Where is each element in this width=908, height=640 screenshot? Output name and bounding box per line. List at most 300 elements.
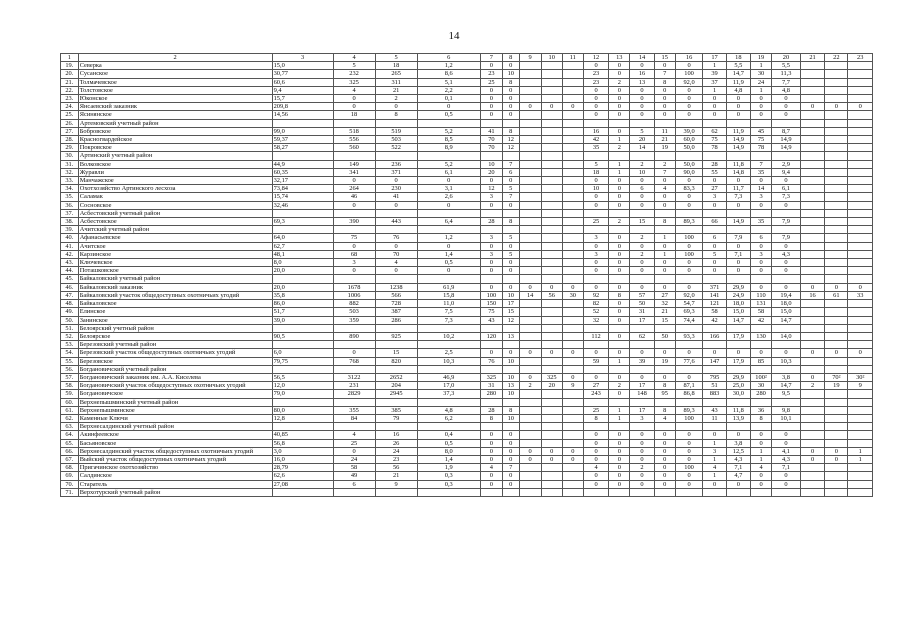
value-cell: 75 <box>703 136 726 144</box>
value-cell: 2,9 <box>772 160 801 168</box>
table-row <box>61 275 873 283</box>
value-cell: 87,1 <box>675 382 703 390</box>
value-cell: 0 <box>583 480 608 488</box>
value-cell: 30,77 <box>272 70 333 78</box>
value-cell: 77,6 <box>675 357 703 365</box>
value-cell: 4 <box>703 464 726 472</box>
table-row <box>61 341 873 349</box>
value-cell: 10,1 <box>772 414 801 422</box>
value-cell <box>800 414 824 422</box>
value-cell <box>519 414 541 422</box>
value-cell: 30,0 <box>726 390 750 398</box>
value-cell: 2652 <box>375 373 417 381</box>
value-cell: 0 <box>675 86 703 94</box>
value-cell: 11 <box>654 127 675 135</box>
table-row <box>61 431 873 439</box>
value-cell: 0 <box>675 480 703 488</box>
value-cell: 0 <box>502 431 519 439</box>
value-cell: 325 <box>480 373 502 381</box>
row-number-cell: 65. <box>61 439 79 447</box>
value-cell <box>726 152 750 160</box>
value-cell <box>825 70 848 78</box>
table-row <box>61 136 873 144</box>
value-cell: 0 <box>375 103 417 111</box>
value-cell <box>609 275 630 283</box>
value-cell: 7,1 <box>772 464 801 472</box>
value-cell <box>562 423 583 431</box>
value-cell <box>751 324 772 332</box>
value-cell <box>519 259 541 267</box>
value-cell: 6 <box>333 480 375 488</box>
value-cell: 0,3 <box>417 472 480 480</box>
area-name-cell: Салдинское <box>78 472 272 480</box>
value-cell: 0 <box>703 267 726 275</box>
value-cell: 3 <box>703 447 726 455</box>
table-row <box>61 78 873 86</box>
value-cell: 11,8 <box>726 160 750 168</box>
value-cell <box>519 431 541 439</box>
value-cell: 7,3 <box>726 193 750 201</box>
value-cell: 795 <box>703 373 726 381</box>
value-cell <box>675 209 703 217</box>
value-cell <box>630 226 654 234</box>
value-cell: 3 <box>583 250 608 258</box>
value-cell: 0 <box>751 242 772 250</box>
column-number: 16 <box>675 54 703 62</box>
value-cell <box>609 398 630 406</box>
value-cell <box>848 111 873 119</box>
value-cell <box>562 365 583 373</box>
value-cell <box>772 119 801 127</box>
value-cell: 0 <box>654 86 675 94</box>
value-cell: 236 <box>375 160 417 168</box>
value-cell <box>609 341 630 349</box>
row-number-cell: 61. <box>61 406 79 414</box>
value-cell: 385 <box>375 406 417 414</box>
value-cell: 1 <box>751 455 772 463</box>
value-cell: 43 <box>703 406 726 414</box>
value-cell: 6,0 <box>272 349 333 357</box>
value-cell: 56,5 <box>272 373 333 381</box>
value-cell: 4,3 <box>772 455 801 463</box>
value-cell: 209,8 <box>272 103 333 111</box>
value-cell <box>502 324 519 332</box>
value-cell: 0 <box>772 95 801 103</box>
value-cell <box>272 488 333 496</box>
value-cell: 0 <box>609 332 630 340</box>
value-cell <box>703 341 726 349</box>
table-row <box>61 414 873 422</box>
table-row <box>61 324 873 332</box>
value-cell: 0 <box>630 201 654 209</box>
value-cell: 0,1 <box>417 95 480 103</box>
row-number-cell: 63. <box>61 423 79 431</box>
value-cell: 12 <box>502 136 519 144</box>
value-cell <box>519 86 541 94</box>
value-cell <box>848 152 873 160</box>
value-cell <box>654 209 675 217</box>
value-cell: 925 <box>375 332 417 340</box>
value-cell: 0 <box>417 267 480 275</box>
value-cell: 17 <box>630 316 654 324</box>
value-cell <box>541 464 562 472</box>
value-cell: 17 <box>630 406 654 414</box>
column-number: 20 <box>772 54 801 62</box>
value-cell: 0 <box>502 103 519 111</box>
value-cell: 0 <box>502 480 519 488</box>
value-cell: 0 <box>630 95 654 103</box>
value-cell: 0 <box>630 431 654 439</box>
value-cell <box>800 341 824 349</box>
table-row <box>61 185 873 193</box>
value-cell: 10 <box>502 70 519 78</box>
value-cell: 0 <box>726 111 750 119</box>
value-cell <box>541 472 562 480</box>
value-cell <box>825 332 848 340</box>
value-cell: 31 <box>480 382 502 390</box>
value-cell: 6 <box>502 168 519 176</box>
value-cell: 8 <box>502 78 519 86</box>
value-cell <box>825 308 848 316</box>
value-cell <box>519 488 541 496</box>
value-cell <box>519 242 541 250</box>
value-cell: 5 <box>703 250 726 258</box>
value-cell <box>541 259 562 267</box>
value-cell: 5 <box>630 127 654 135</box>
value-cell: 728 <box>375 300 417 308</box>
value-cell: 0 <box>630 447 654 455</box>
value-cell <box>541 119 562 127</box>
value-cell: 0 <box>502 95 519 103</box>
value-cell: 0 <box>609 349 630 357</box>
value-cell: 0 <box>726 267 750 275</box>
value-cell <box>800 332 824 340</box>
value-cell: 17 <box>502 300 519 308</box>
value-cell <box>562 209 583 217</box>
value-cell: 70 <box>480 136 502 144</box>
value-cell <box>541 480 562 488</box>
value-cell: 7 <box>751 160 772 168</box>
value-cell: 12,5 <box>726 447 750 455</box>
value-cell: 3,8 <box>726 439 750 447</box>
value-cell: 92,0 <box>675 291 703 299</box>
value-cell: 0 <box>609 127 630 135</box>
value-cell <box>825 127 848 135</box>
value-cell: 54,7 <box>675 300 703 308</box>
value-cell: 61,9 <box>417 283 480 291</box>
value-cell: 7,3 <box>417 316 480 324</box>
value-cell: 556 <box>333 136 375 144</box>
value-cell <box>825 226 848 234</box>
table-row <box>61 86 873 94</box>
value-cell: 0 <box>675 283 703 291</box>
value-cell: 0 <box>609 111 630 119</box>
value-cell: 264 <box>333 185 375 193</box>
value-cell: 0 <box>800 373 824 381</box>
value-cell: 9 <box>562 382 583 390</box>
value-cell: 100 <box>675 464 703 472</box>
value-cell <box>800 234 824 242</box>
value-cell: 2,6 <box>417 193 480 201</box>
value-cell <box>848 250 873 258</box>
area-name-cell: Богдановичский участок общедоступных охотничьих угодий <box>78 382 272 390</box>
value-cell <box>800 168 824 176</box>
value-cell: 21 <box>375 86 417 94</box>
value-cell <box>333 488 375 496</box>
value-cell: 2 <box>630 250 654 258</box>
value-cell <box>825 357 848 365</box>
table-row <box>61 291 873 299</box>
value-cell <box>519 472 541 480</box>
value-cell: 0 <box>654 193 675 201</box>
value-cell <box>519 316 541 324</box>
value-cell: 4,7 <box>726 472 750 480</box>
value-cell: 1 <box>751 62 772 70</box>
area-name-cell: Асбестовское <box>78 218 272 226</box>
value-cell: 1006 <box>333 291 375 299</box>
row-number-cell: 44. <box>61 267 79 275</box>
value-cell: 0 <box>630 259 654 267</box>
value-cell: 75 <box>480 308 502 316</box>
value-cell: 4 <box>333 431 375 439</box>
value-cell: 58 <box>703 308 726 316</box>
value-cell: 0 <box>609 439 630 447</box>
value-cell: 42 <box>583 136 608 144</box>
area-name-cell: Белоярское <box>78 332 272 340</box>
value-cell: 75 <box>751 136 772 144</box>
value-cell: 14,9 <box>726 136 750 144</box>
value-cell <box>609 423 630 431</box>
value-cell <box>562 316 583 324</box>
area-name-cell: Артинский учетный район <box>78 152 272 160</box>
value-cell <box>654 324 675 332</box>
value-cell: 20,0 <box>272 267 333 275</box>
value-cell <box>675 119 703 127</box>
value-cell: 1 <box>751 447 772 455</box>
value-cell <box>562 464 583 472</box>
value-cell: 9,4 <box>272 86 333 94</box>
table-row <box>61 111 873 119</box>
value-cell: 1,9 <box>417 464 480 472</box>
value-cell: 30 <box>562 291 583 299</box>
value-cell <box>726 275 750 283</box>
value-cell <box>848 398 873 406</box>
value-cell: 0 <box>800 349 824 357</box>
value-cell: 0 <box>751 480 772 488</box>
row-number-cell: 55. <box>61 357 79 365</box>
value-cell: 17 <box>630 382 654 390</box>
value-cell <box>583 226 608 234</box>
area-name-cell: Афанасьевское <box>78 234 272 242</box>
value-cell: 82 <box>583 300 608 308</box>
area-name-cell: Верхотурский учетный район <box>78 488 272 496</box>
value-cell: 27 <box>583 382 608 390</box>
value-cell: 20,0 <box>272 283 333 291</box>
value-cell: 4,8 <box>772 86 801 94</box>
value-cell <box>654 423 675 431</box>
value-cell: 11,7 <box>726 185 750 193</box>
value-cell: 0 <box>333 349 375 357</box>
row-number-cell: 71. <box>61 488 79 496</box>
value-cell: 0 <box>654 431 675 439</box>
value-cell: 11,8 <box>726 406 750 414</box>
value-cell <box>825 414 848 422</box>
table-row <box>61 201 873 209</box>
value-cell: 1 <box>848 447 873 455</box>
value-cell: 0 <box>848 283 873 291</box>
value-cell <box>541 300 562 308</box>
value-cell: 0 <box>333 447 375 455</box>
value-cell <box>848 267 873 275</box>
column-number: 21 <box>800 54 824 62</box>
column-number-row <box>61 54 873 62</box>
value-cell: 0 <box>502 259 519 267</box>
value-cell <box>541 275 562 283</box>
value-cell <box>825 62 848 70</box>
area-name-cell: Елинское <box>78 308 272 316</box>
value-cell <box>825 234 848 242</box>
value-cell: 56 <box>375 464 417 472</box>
value-cell: 0 <box>703 259 726 267</box>
value-cell: 0 <box>675 447 703 455</box>
value-cell: 17,0 <box>417 382 480 390</box>
value-cell: 50,0 <box>675 144 703 152</box>
value-cell: 0 <box>703 242 726 250</box>
value-cell: 3 <box>480 250 502 258</box>
value-cell <box>703 324 726 332</box>
table-row <box>61 267 873 275</box>
value-cell <box>654 119 675 127</box>
value-cell <box>519 300 541 308</box>
value-cell: 130 <box>751 332 772 340</box>
value-cell: 14,9 <box>772 144 801 152</box>
value-cell: 12,8 <box>272 414 333 422</box>
value-cell <box>848 226 873 234</box>
value-cell: 36 <box>751 406 772 414</box>
value-cell: 13 <box>502 332 519 340</box>
value-cell <box>519 62 541 70</box>
row-number-cell: 41. <box>61 242 79 250</box>
area-name-cell: Поташковское <box>78 267 272 275</box>
value-cell: 43 <box>480 316 502 324</box>
value-cell: 0 <box>751 283 772 291</box>
row-number-cell: 69. <box>61 472 79 480</box>
value-cell: 0 <box>703 111 726 119</box>
row-number-cell: 46. <box>61 283 79 291</box>
value-cell: 0 <box>630 439 654 447</box>
value-cell: 112 <box>583 332 608 340</box>
value-cell <box>825 259 848 267</box>
value-cell <box>502 226 519 234</box>
value-cell <box>541 406 562 414</box>
value-cell <box>562 70 583 78</box>
area-name-cell: Байкаловское <box>78 300 272 308</box>
value-cell: 100 <box>480 291 502 299</box>
value-cell: 6 <box>751 234 772 242</box>
area-name-cell: Толмачевское <box>78 78 272 86</box>
value-cell <box>726 341 750 349</box>
value-cell: 371 <box>375 168 417 176</box>
value-cell <box>562 332 583 340</box>
value-cell <box>848 439 873 447</box>
value-cell <box>541 250 562 258</box>
value-cell: 1,4 <box>417 455 480 463</box>
value-cell: 1,2 <box>417 234 480 242</box>
table-row <box>61 144 873 152</box>
value-cell: 55 <box>703 168 726 176</box>
value-cell: 76 <box>480 357 502 365</box>
value-cell: 0 <box>609 259 630 267</box>
value-cell <box>519 193 541 201</box>
value-cell <box>519 250 541 258</box>
value-cell <box>519 152 541 160</box>
table-row <box>61 332 873 340</box>
value-cell: 0 <box>583 472 608 480</box>
value-cell <box>519 136 541 144</box>
value-cell: 265 <box>375 70 417 78</box>
value-cell: 0 <box>583 267 608 275</box>
value-cell: 0 <box>630 242 654 250</box>
value-cell: 28,79 <box>272 464 333 472</box>
value-cell: 4,8 <box>417 406 480 414</box>
row-number-cell: 50. <box>61 316 79 324</box>
value-cell: 341 <box>333 168 375 176</box>
value-cell: 6,4 <box>417 218 480 226</box>
table-row <box>61 447 873 455</box>
value-cell: 9,4 <box>772 168 801 176</box>
row-number-cell: 64. <box>61 431 79 439</box>
column-number: 13 <box>609 54 630 62</box>
value-cell <box>541 193 562 201</box>
value-cell: 0 <box>480 86 502 94</box>
value-cell <box>675 398 703 406</box>
value-cell: 0 <box>654 95 675 103</box>
value-cell <box>609 324 630 332</box>
value-cell <box>703 119 726 127</box>
value-cell: 4 <box>583 464 608 472</box>
value-cell <box>541 168 562 176</box>
value-cell <box>480 275 502 283</box>
value-cell <box>480 152 502 160</box>
value-cell <box>541 341 562 349</box>
value-cell: 32 <box>654 300 675 308</box>
value-cell: 49 <box>333 472 375 480</box>
value-cell <box>848 300 873 308</box>
value-cell: 0 <box>726 349 750 357</box>
value-cell: 0 <box>583 439 608 447</box>
value-cell <box>751 365 772 373</box>
value-cell: 0 <box>480 439 502 447</box>
value-cell: 0 <box>630 472 654 480</box>
row-number-cell: 34. <box>61 185 79 193</box>
value-cell: 0 <box>609 242 630 250</box>
value-cell <box>519 185 541 193</box>
value-cell: 60,6 <box>272 78 333 86</box>
value-cell <box>800 62 824 70</box>
value-cell: 20 <box>480 168 502 176</box>
value-cell <box>375 119 417 127</box>
value-cell: 5 <box>583 160 608 168</box>
value-cell <box>519 398 541 406</box>
value-cell <box>417 324 480 332</box>
value-cell: 78 <box>751 144 772 152</box>
value-cell: 68 <box>333 250 375 258</box>
value-cell: 325 <box>541 373 562 381</box>
value-cell <box>609 226 630 234</box>
value-cell: 4,3 <box>772 250 801 258</box>
value-cell: 14,9 <box>726 144 750 152</box>
value-cell: 0 <box>772 177 801 185</box>
